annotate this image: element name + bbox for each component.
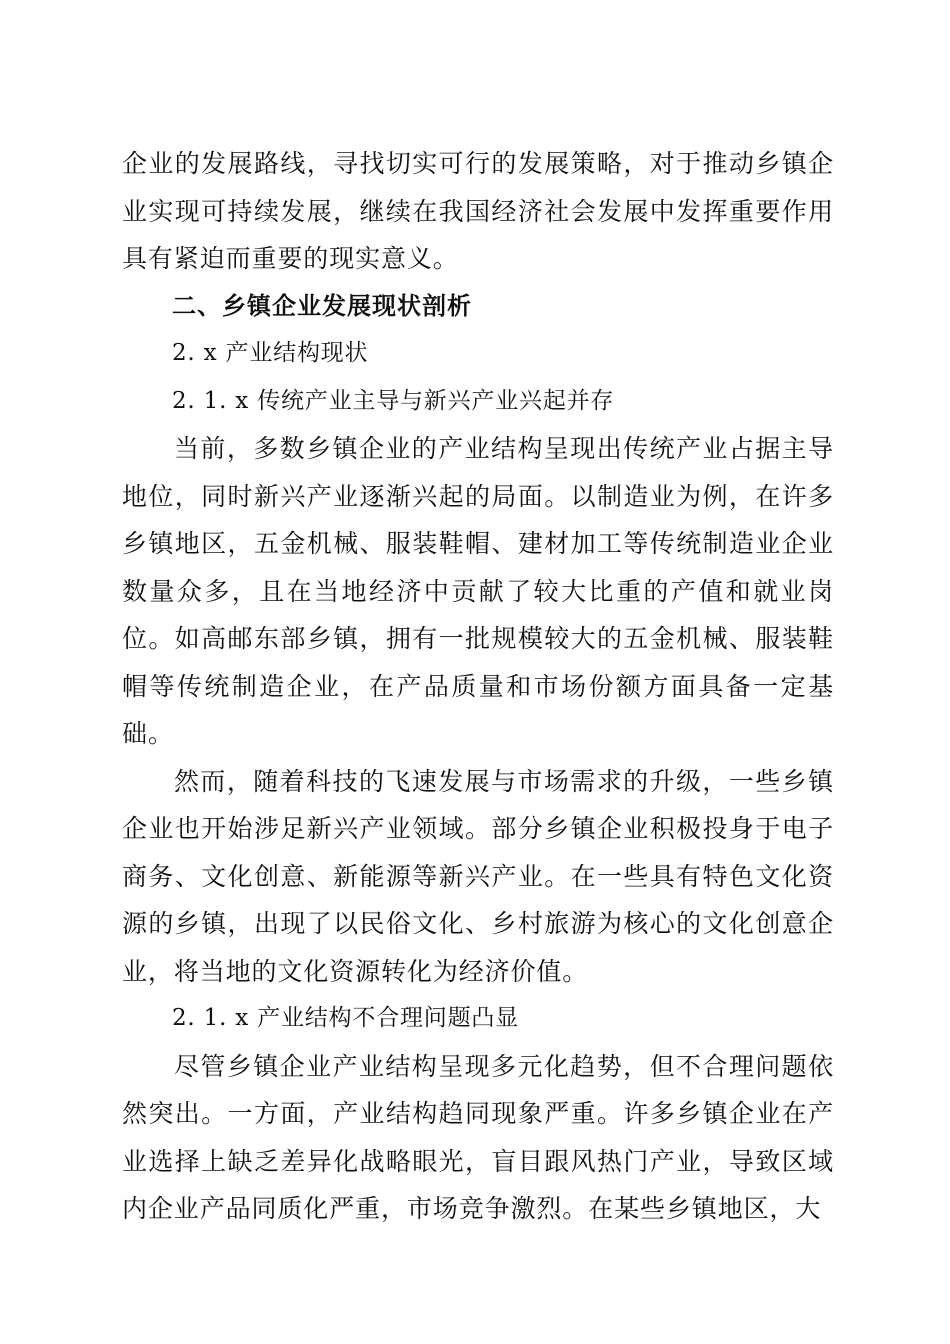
- section-heading: 二、乡镇企业发展现状剖析: [172, 291, 472, 320]
- document-body: [122, 140, 834, 1233]
- paragraph-emerging-industry: 然而，随着科技的飞速发展与市场需求的升级，一些乡镇企业也开始涉足新兴产业领域。部分乡镇企业积极投身于电子商务、文化创意、新能源等新兴产业。在一些具有特色文化资源的乡镇，出现了以民俗文化、乡村旅游为核心的文化创意企业，将当地的文化资源转化为经济价值。: [122, 766, 834, 986]
- paragraph-traditional-industry: 当前，多数乡镇企业的产业结构呈现出传统产业占据主导地位，同时新兴产业逐渐兴起的局面。以制造业为例，在许多乡镇地区，五金机械、服装鞋帽、建材加工等传统制造业企业数量众多，且在当地经济中贡献了较大比重的产值和就业岗位。如高邮东部乡镇，拥有一批规模较大的五金机械、服装鞋帽等传统制造企业，在产品质量和市场份额方面具备一定基础。: [122, 434, 834, 748]
- paragraph-continuation: 企业的发展路线，寻找切实可行的发展策略，对于推动乡镇企业实现可持续发展，继续在我国经济社会发展中发挥重要作用具有紧迫而重要的现实意义。: [122, 149, 834, 273]
- subsection-heading-industry-structure: 2. x 产业结构现状: [172, 340, 369, 366]
- paragraph-structure-problems: 尽管乡镇企业产业结构呈现多元化趋势，但不合理问题依然突出。一方面，产业结构趋同现象严重。许多乡镇企业在产业选择上缺乏差异化战略眼光，盲目跟风热门产业，导致区域内企业产品同质化严重，市场竞争激烈。在某些乡镇地区，大: [122, 1051, 834, 1223]
- subsubsection-heading-traditional-and-emerging: 2. 1. x 传统产业主导与新兴产业兴起并存: [172, 387, 615, 414]
- subsubsection-heading-structure-problems: 2. 1. x 产业结构不合理问题凸显: [172, 1005, 519, 1031]
